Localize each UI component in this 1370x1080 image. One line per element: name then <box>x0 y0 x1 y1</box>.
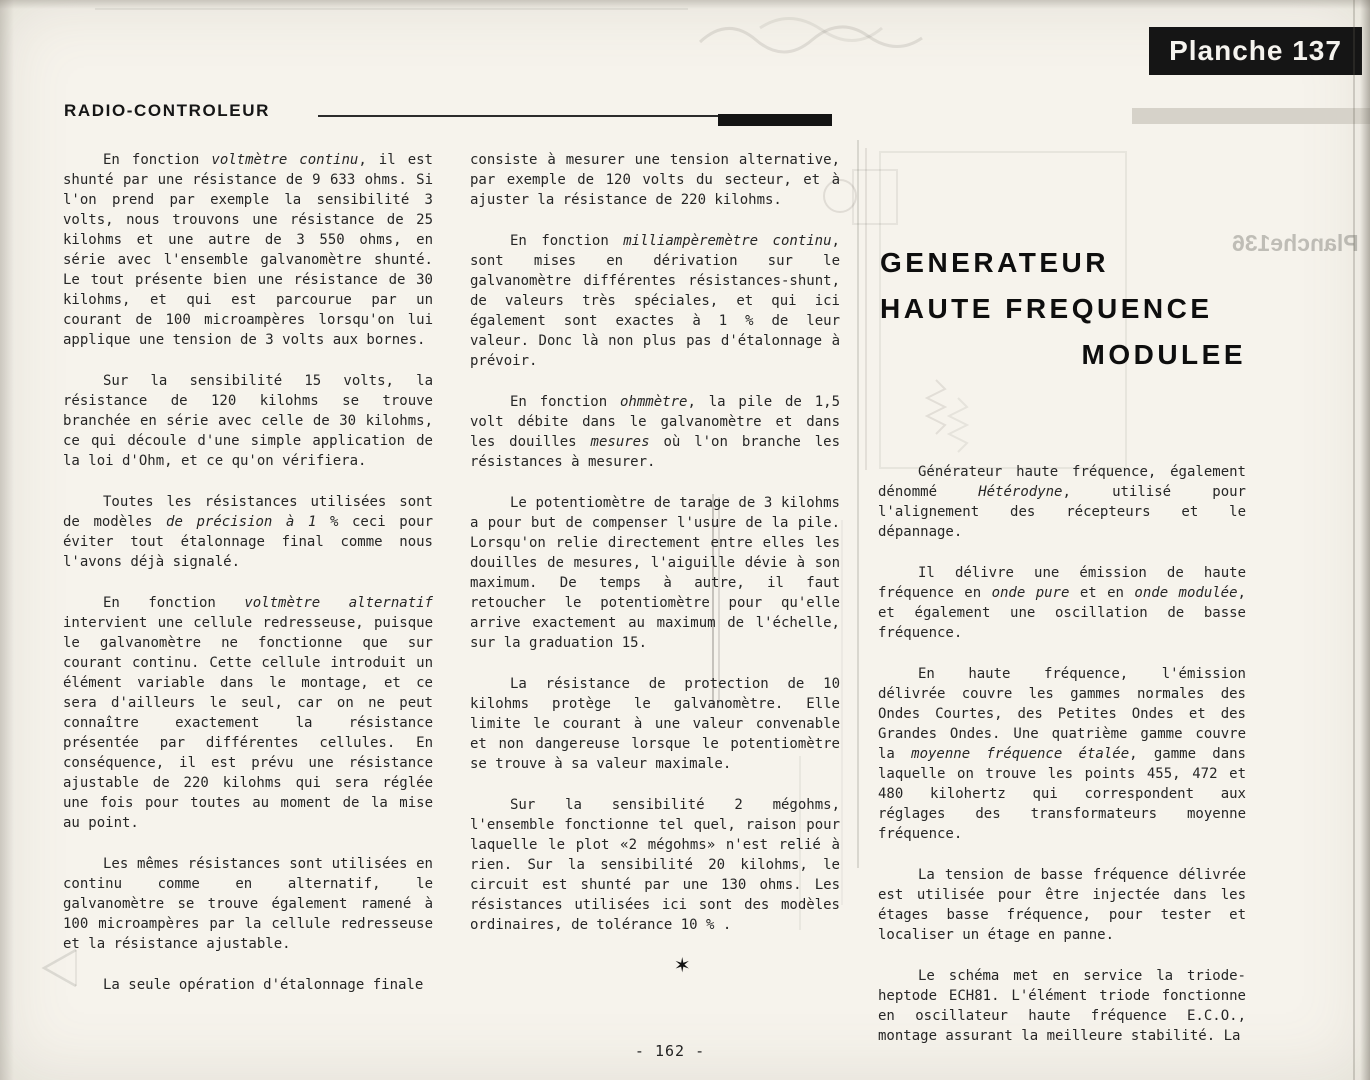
paragraph <box>63 492 433 572</box>
body-text: Le schéma met en service la triode-heptode ECH81. L'élément triode fonctionne en oscillateur haute fréquence E.C.O., montage assurant la meilleure stabilité. La <box>878 968 1246 1044</box>
paragraph <box>878 966 1246 1046</box>
italic-text: onde modulée <box>1134 585 1238 601</box>
paragraph <box>470 795 840 935</box>
paragraph <box>878 865 1246 945</box>
italic-text: ohmmètre <box>620 394 688 410</box>
paragraph <box>878 563 1246 643</box>
italic-text: Hétérodyne <box>978 484 1063 500</box>
body-text: La tension de basse fréquence délivrée est utilisée pour être injectée dans les étages basse fréquence, pour tester et localiser un étage en panne. <box>878 867 1246 943</box>
page-edge-shadow-right <box>1360 0 1370 1080</box>
body-text: , utilisé pour l'alignement des récepteurs et le dépannage. <box>878 484 1246 540</box>
body-text: et en <box>1069 585 1135 601</box>
bleedthrough-ghost-text: Planche136 <box>1232 230 1359 256</box>
body-text: Il délivre une émission de haute fréquence en <box>878 565 1246 601</box>
paragraph <box>470 392 840 472</box>
body-text: consiste à mesurer une tension alternative, par exemple de 120 volts du secteur, et à ajuster la résistance de 220 kilohms. <box>470 152 840 208</box>
paragraph <box>470 674 840 774</box>
body-text: Sur la sensibilité 2 mégohms, l'ensemble fonctionne tel quel, raison pour laquelle le plot «2 mégohms» n'est relié à rien. Sur la sensibilité 20 kilohms, le circuit est shunté par une 130 ohms. Les résistances utilisées ici sont des modèles ordinaires, de tolérance 10 % . <box>470 797 840 933</box>
body-text: où l'on branche les résistances à mesurer. <box>470 434 841 470</box>
italic-text: voltmètre alternatif <box>244 595 433 611</box>
column-right <box>878 462 1246 1067</box>
body-text: Toutes les résistances utilisées sont de modèles <box>63 494 433 530</box>
page-crease-line <box>1353 0 1355 1080</box>
italic-text: onde pure <box>991 585 1070 601</box>
italic-text: milliampèremètre continu <box>623 233 832 249</box>
body-text: La seule opération d'étalonnage finale <box>103 977 424 993</box>
column-left <box>63 150 433 1016</box>
body-text: En haute fréquence, l'émission délivrée couvre les gammes normales des Ondes Courtes, des Petites Ondes et des Grandes Ondes. Une quatrième gamme couvre la <box>878 666 1246 762</box>
body-text: Les mêmes résistances sont utilisées en continu comme en alternatif, le galvanomètre se trouve également ramené à 100 microampères par la cellule redresseuse et la résistance ajustable. <box>63 856 433 952</box>
paragraph <box>470 231 840 371</box>
paragraph <box>63 150 433 350</box>
body-text: ceci pour éviter tout étalonnage final comme nous l'avons déjà signalé. <box>63 514 434 570</box>
page-edge-shadow-left <box>0 0 14 1080</box>
paragraph <box>470 493 840 653</box>
body-text: En fonction <box>103 595 245 611</box>
paragraph <box>63 371 433 471</box>
body-text: La résistance de protection de 10 kilohms protège le galvanomètre. Elle limite le courant à une valeur convenable et non dangereuse lorsque le potentiomètre se trouve à sa valeur maximale. <box>470 676 840 772</box>
page-edge-shadow-top <box>0 0 1370 9</box>
column-middle <box>470 150 840 956</box>
body-text: intervient une cellule redresseuse, puisque le galvanomètre ne fonctionne que sur courant continu. Cette cellule introduit un élément variable dans le montage, et ce sera d'ailleurs le seul, car on ne peut connaître exactement la résistance présentée par différentes cellules. En conséquence, il est prévu une résistance ajustable de 220 kilohms qui sera réglée une fois pour toutes au moment de la mise au point. <box>63 615 433 831</box>
body-text: Générateur haute fréquence, également dénommé <box>878 464 1246 500</box>
paragraph <box>470 150 840 210</box>
paragraph <box>63 975 433 995</box>
masthead-title: RADIO-CONTROLEUR <box>64 101 270 120</box>
body-text: , sont mises en dérivation sur le galvanomètre différentes résistances-shunt, de valeurs très spéciales, et qui ici également sont exactes à 1 % de leur valeur. Donc là non plus pas d'étalonnage à prévoir. <box>470 233 840 369</box>
italic-text: voltmètre continu <box>211 152 359 168</box>
paragraph <box>878 664 1246 844</box>
masthead-bar <box>718 114 832 126</box>
body-text: , la pile de 1,5 volt débite dans le galvanomètre et dans les douilles <box>470 394 840 450</box>
body-text: Le potentiomètre de tarage de 3 kilohms a pour but de compenser l'usure de la pile. Lorsqu'on relie directement entre elles les douilles de mesures, l'aiguille dévie à son maximum. De temps à autre, il faut retoucher le potentiomètre pour qu'elle arrive exactement au maximum de l'échelle, sur la graduation 15. <box>470 495 840 651</box>
section-title-line-1: GENERATEUR <box>880 247 1109 278</box>
section-title-line-2: HAUTE FREQUENCE <box>880 293 1213 324</box>
bleedthrough-bar <box>1132 108 1370 124</box>
body-text: En fonction <box>510 233 624 249</box>
paragraph <box>63 854 433 954</box>
paragraph <box>63 593 433 833</box>
page-number: - 162 - <box>634 1042 706 1060</box>
italic-text: moyenne fréquence étalée <box>911 746 1130 762</box>
body-text: En fonction <box>103 152 212 168</box>
section-title-line-3: MODULEE <box>1081 339 1246 370</box>
body-text: En fonction <box>510 394 620 410</box>
paragraph <box>878 462 1246 542</box>
body-text: , et également une oscillation de basse fréquence. <box>878 585 1246 641</box>
plate-number-label: Planche 137 <box>1149 27 1362 75</box>
body-text: , il est shunté par une résistance de 9 633 ohms. Si l'on prend par exemple la sensibilité 3 volts, nous trouvons une résistance de 25 kilohms et une autre de 3 550 ohms, en série avec l'ensemble galvanomètre shunté. Le tout présente bien une résistance de 30 kilohms, et qui est parcourue par un courant de 100 microampères lorsqu'on lui applique une tension de 3 volts aux bornes. <box>63 152 433 348</box>
section-title <box>880 240 1246 378</box>
body-text: Sur la sensibilité 15 volts, la résistance de 120 kilohms se trouve branchée en série avec celle de 30 kilohms, ce qui découle d'une simple application de la loi d'Ohm, et ce qu'on vérifiera. <box>63 373 433 469</box>
section-separator-star: ✶ <box>675 950 690 978</box>
italic-text: mesures <box>590 434 650 450</box>
body-text: , gamme dans laquelle on trouve les points 455, 472 et 480 kilohertz qui correspondent aux réglages des transformateurs moyenne fréquence. <box>878 746 1246 842</box>
italic-text: de précision à 1 % <box>166 514 339 530</box>
